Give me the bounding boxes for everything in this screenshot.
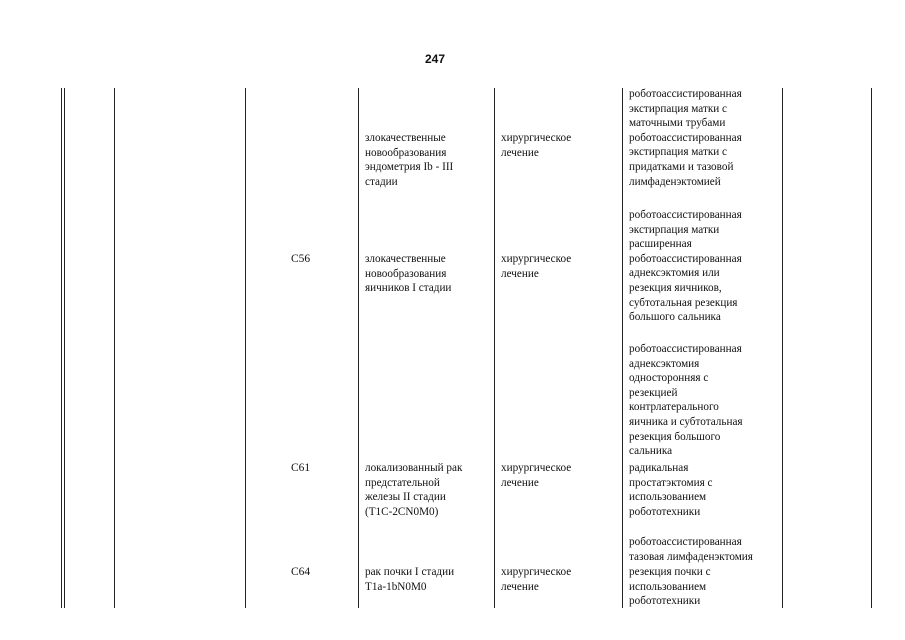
table-cell-treatment: хирургическое лечение xyxy=(501,566,572,593)
table-cell-diagnosis: рак почки I стадии T1a-1bN0M0 xyxy=(365,566,455,593)
table-cell-method: роботоассистированная аднексэктомия односторонняя с резекцией контрлатерального яичника и субтотальная резекция большого сальника xyxy=(629,343,743,458)
table-border-right xyxy=(871,88,872,608)
table-cell-treatment: хирургическое лечение xyxy=(501,132,572,159)
column-divider-5 xyxy=(622,88,623,608)
table-cell-diagnosis: злокачественные новообразования яичников I стадии xyxy=(365,253,452,295)
page-number: 247 xyxy=(424,52,446,66)
column-divider-4 xyxy=(494,88,495,608)
table-border-left-inner xyxy=(64,88,65,608)
table-cell-method: роботоассистированная тазовая лимфаденэктомия xyxy=(629,536,753,563)
table-cell-code: C56 xyxy=(291,253,311,265)
column-divider-3 xyxy=(358,88,359,608)
table-cell-method: радикальная простатэктомия с использованием робототехники xyxy=(629,462,713,518)
table-border-left-outer xyxy=(61,88,62,608)
table-cell-diagnosis: злокачественные новообразования эндометрия Ib - III стадии xyxy=(365,132,454,188)
table-cell-treatment: хирургическое лечение xyxy=(501,253,572,280)
column-divider-1 xyxy=(114,88,115,608)
table-cell-code: C64 xyxy=(291,566,311,578)
column-divider-6 xyxy=(782,88,783,608)
column-divider-2 xyxy=(245,88,246,608)
table-cell-diagnosis: локализованный рак предстательной железы II стадии (T1C-2CN0M0) xyxy=(365,462,463,518)
table-cell-method: роботоассистированная экстирпация матки расширенная роботоассистированная аднексэктомия или резекция яичников, субтотальная резекция большого сальника xyxy=(629,209,742,324)
table-cell-code: C61 xyxy=(291,462,311,474)
table-cell-method: резекция почки с использованием робототехники xyxy=(629,566,711,608)
table-cell-treatment: хирургическое лечение xyxy=(501,462,572,489)
table-cell-method: роботоассистированная экстирпация матки с маточными трубами роботоассистированная экстирпация матки с придатками и тазовой лимфаденэктомией xyxy=(629,88,742,188)
